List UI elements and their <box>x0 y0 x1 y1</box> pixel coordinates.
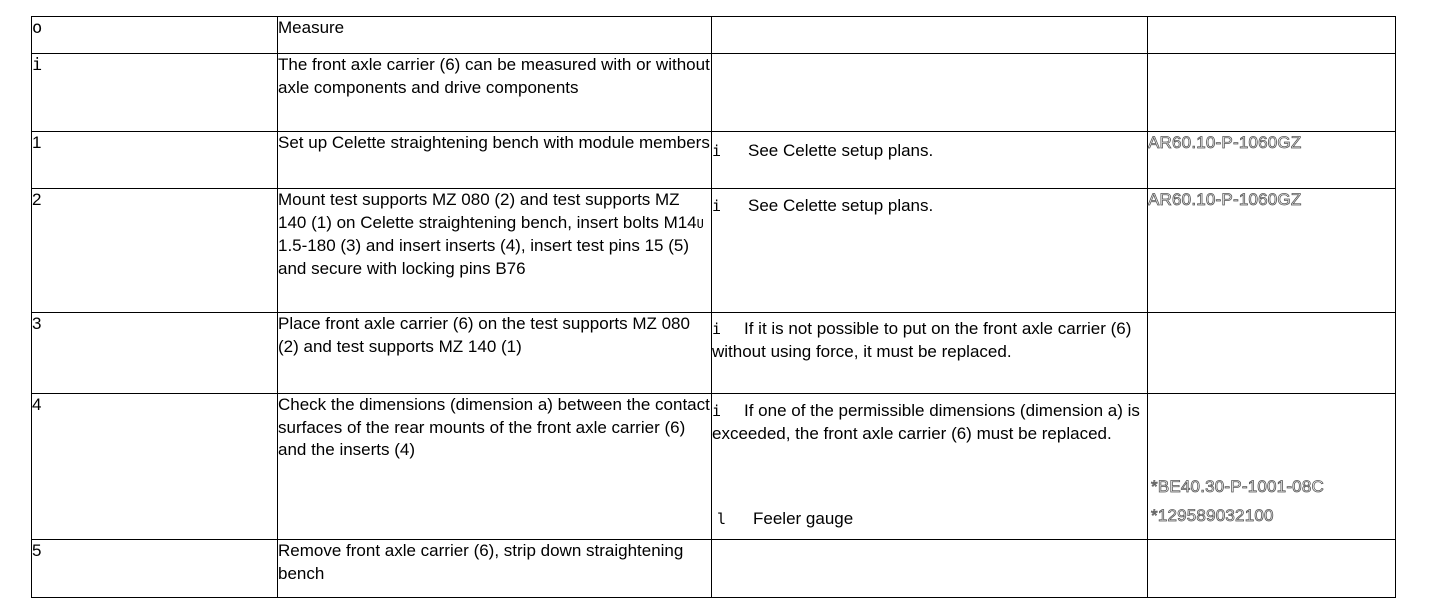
step-number: 5 <box>32 540 278 598</box>
note-cell <box>712 540 1148 598</box>
ref-cell <box>1148 540 1396 598</box>
tool-text: Feeler gauge <box>753 509 854 528</box>
table-row <box>32 132 1396 189</box>
reference-link[interactable]: *129589032100 <box>1151 505 1274 525</box>
step-number: 1 <box>32 132 278 189</box>
step-number: 2 <box>32 189 278 313</box>
note-text: If it is not possible to put on the front axle carrier (6) without using force, it must be replaced. <box>712 319 1132 361</box>
reference-link[interactable]: AR60.10-P-1060GZ <box>1148 133 1302 152</box>
ref-cell <box>1148 54 1396 132</box>
note-cell <box>712 189 1148 313</box>
step-text: Check the dimensions (dimension a) between the contact surfaces of the rear mounts of the front axle carrier (6) and the inserts (4) <box>278 394 712 540</box>
note-cell <box>712 132 1148 189</box>
ref-cell <box>1148 17 1396 54</box>
step-text: Remove front axle carrier (6), strip down straightening bench <box>278 540 712 598</box>
note-text: See Celette setup plans. <box>748 196 934 215</box>
reference-link[interactable]: *BE40.30-P-1001-08C <box>1151 477 1324 496</box>
table-row <box>32 313 1396 394</box>
procedure-table <box>31 16 1396 598</box>
step-text: Mount test supports MZ 080 (2) and test supports MZ 140 (1) on Celette straightening bench, insert bolts M14U 1.5-180 (3) and insert inserts (4), insert test pins 15 (5) and secure with locking pins B76 <box>278 189 712 313</box>
note-cell <box>712 54 1148 132</box>
info-icon: i <box>712 142 722 160</box>
ref-cell <box>1148 313 1396 394</box>
table-row <box>32 189 1396 313</box>
info-icon: i <box>712 402 722 420</box>
note-cell <box>712 394 1148 540</box>
table-row <box>32 54 1396 132</box>
info-icon: i <box>712 197 722 215</box>
tool-icon: l <box>717 510 727 528</box>
step-symbol <box>32 17 278 54</box>
step-number: 3 <box>32 313 278 394</box>
step-symbol <box>32 54 278 132</box>
info-icon: i <box>712 320 722 338</box>
step-text: The front axle carrier (6) can be measured with or without axle components and drive components <box>278 54 712 132</box>
note-text: See Celette setup plans. <box>748 141 934 160</box>
note-cell <box>712 313 1148 394</box>
step-text: Place front axle carrier (6) on the test supports MZ 080 (2) and test supports MZ 140 (1) <box>278 313 712 394</box>
tool-line <box>717 508 853 531</box>
note-text: If one of the permissible dimensions (dimension a) is exceeded, the front axle carrier (6) must be replaced. <box>712 401 1140 443</box>
table-row <box>32 540 1396 598</box>
ref-cell <box>1148 132 1396 189</box>
step-text: Set up Celette straightening bench with module members <box>278 132 712 189</box>
table-row <box>32 17 1396 54</box>
step-number: 4 <box>32 394 278 540</box>
ref-cell <box>1148 189 1396 313</box>
table-row <box>32 394 1396 540</box>
circle-icon: o <box>32 18 43 38</box>
ref-cell <box>1148 394 1396 540</box>
reference-link[interactable]: AR60.10-P-1060GZ <box>1148 190 1302 209</box>
times-symbol: U <box>696 216 704 231</box>
note-cell <box>712 17 1148 54</box>
info-icon: i <box>32 55 43 75</box>
step-text: Measure <box>278 17 712 54</box>
